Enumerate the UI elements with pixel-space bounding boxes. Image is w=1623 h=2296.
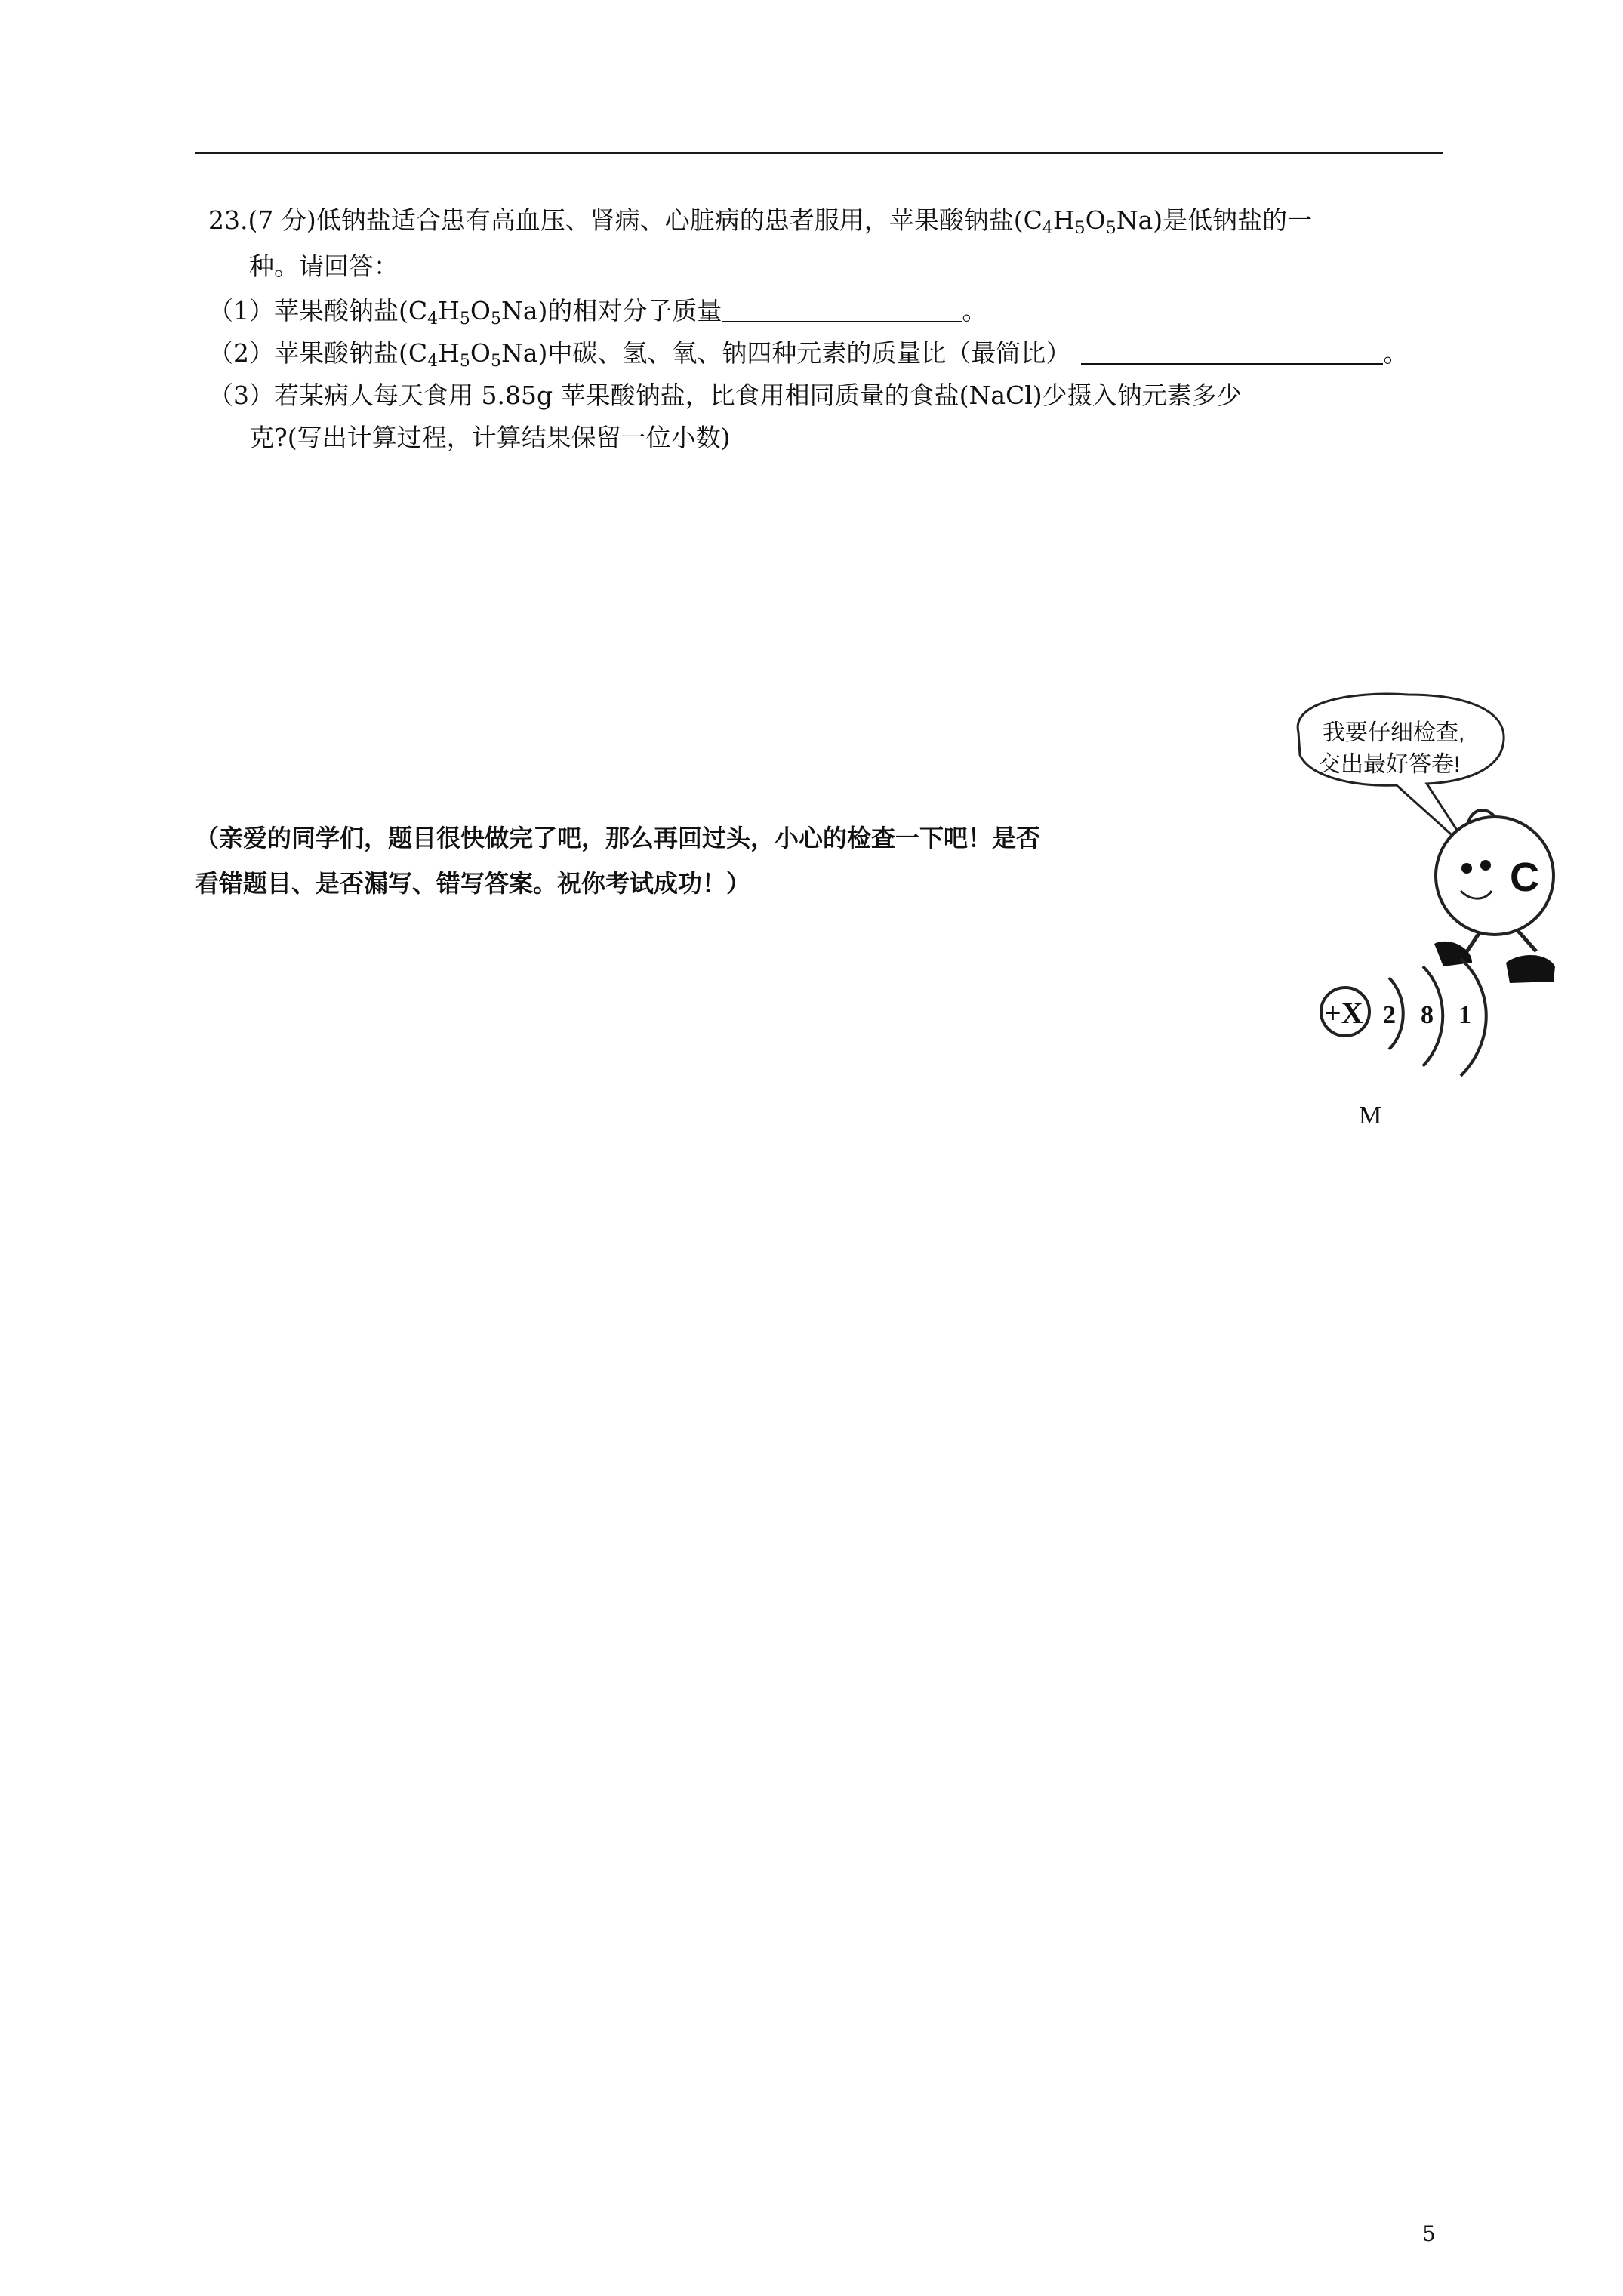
shell-1-count: 2 — [1383, 1001, 1396, 1029]
bubble-text-line1: 我要仔细检查, — [1323, 720, 1465, 745]
header-rule — [195, 152, 1443, 154]
nucleus-label: +X — [1324, 996, 1363, 1030]
element-letter: C — [1510, 855, 1539, 900]
shoe-right — [1506, 955, 1555, 983]
eye-left — [1461, 863, 1472, 874]
page-number: 5 — [1422, 2221, 1436, 2246]
question-23-part3-line1: （3）若某病人每天食用 5.85g 苹果酸钠盐，比食用相同质量的食盐(NaCl)少摄入钠元素多少 — [208, 381, 1242, 410]
eye-right — [1480, 860, 1491, 871]
cartoon-illustration — [1246, 680, 1578, 1148]
bubble-text-line2: 交出最好答卷! — [1318, 752, 1461, 777]
atom-label: M — [1359, 1102, 1382, 1130]
closing-message-line1: （亲爱的同学们，题目很快做完了吧，那么再回过头，小心的检查一下吧！是否 — [195, 824, 1041, 852]
closing-message-line2: 看错题目、是否漏写、错写答案。祝你考试成功！） — [195, 869, 751, 898]
answer-blank-1[interactable] — [722, 298, 962, 322]
question-23-part2: （2）苹果酸钠盐$(C_4H_5O_5Na)$中碳、氢、氧、钠四种元素的质量比（最简比） 。 — [208, 338, 1409, 371]
carbon-atom-cartoon — [1246, 680, 1578, 1148]
shell-2-count: 8 — [1421, 1001, 1434, 1029]
question-23-line1: 23.(7 分)低钠盐适合患有高血压、肾病、心脏病的患者服用，苹果酸钠盐$(C_4H_5O_5Na)$是低钠盐的一 — [208, 205, 1313, 238]
question-23-line2: 种。请回答： — [249, 251, 399, 281]
shell-3-count: 1 — [1458, 1001, 1471, 1029]
question-23-part1: （1）苹果酸钠盐$(C_4H_5O_5Na)$的相对分子质量 。 — [208, 296, 987, 328]
answer-blank-2[interactable] — [1081, 341, 1383, 365]
question-23-part3-line2: 克?(写出计算过程，计算结果保留一位小数) — [249, 423, 731, 452]
